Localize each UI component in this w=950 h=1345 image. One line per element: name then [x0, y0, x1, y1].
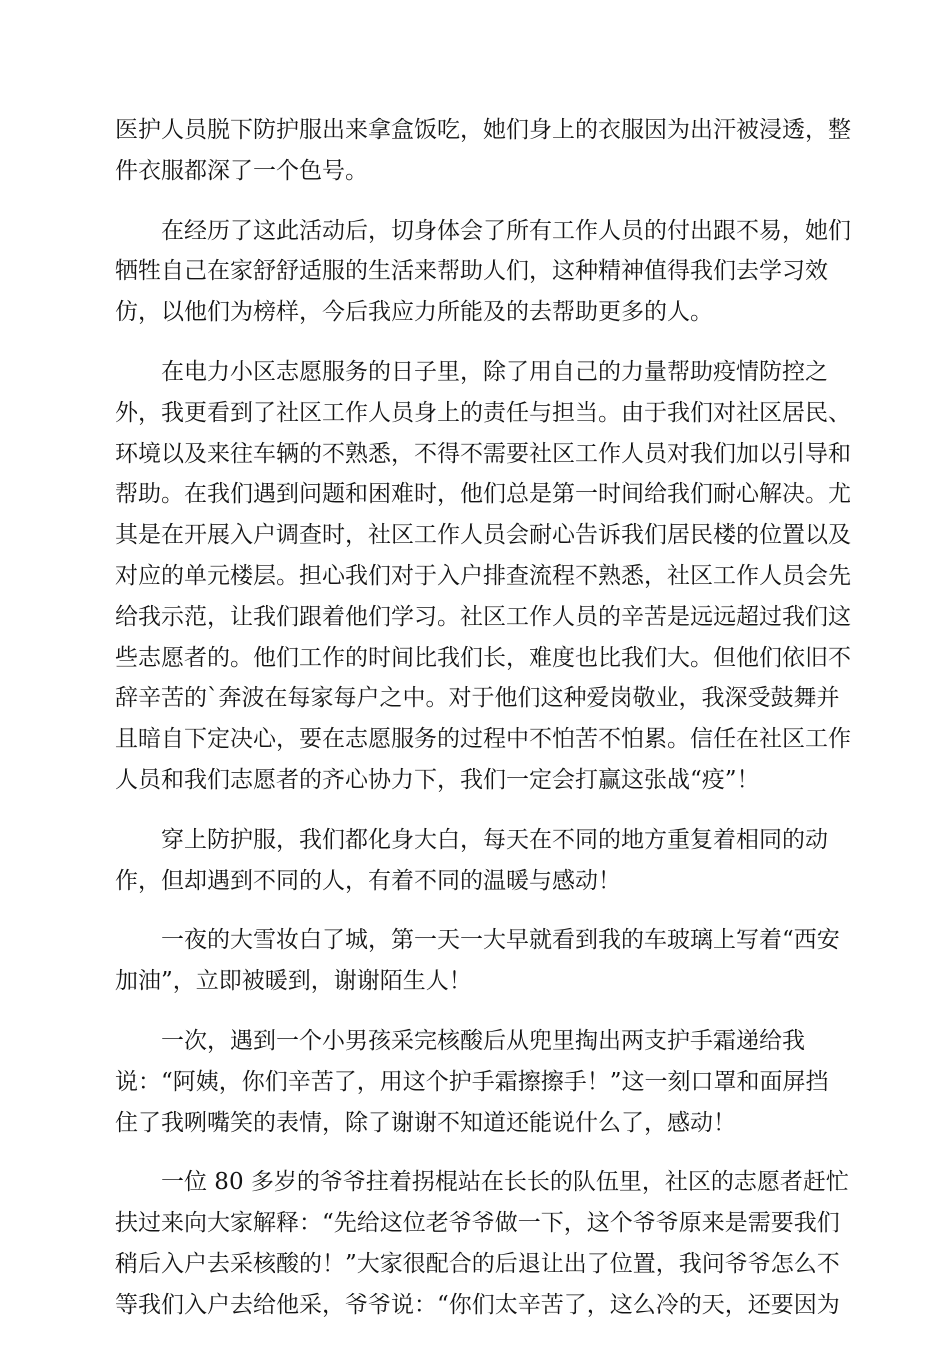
- text-line: 一位 80 多岁的爷爷拄着拐棍站在长长的队伍里，社区的志愿者赶忙: [161, 1169, 849, 1196]
- text-line: 作，但却遇到不同的人，有着不同的温暖与感动！: [115, 867, 621, 894]
- text-line: 仿，以他们为榜样，今后我应力所能及的去帮助更多的人。: [115, 299, 713, 326]
- text-line: 辞辛苦的`奔波在每家每户之中。对于他们这种爱岗敬业，我深受鼓舞并: [115, 685, 840, 712]
- text-line: 件衣服都深了一个色号。: [115, 157, 368, 184]
- text-line: 帮助。在我们遇到问题和困难时，他们总是第一时间给我们耐心解决。尤: [115, 481, 851, 508]
- paragraph-2: [115, 211, 851, 333]
- text-line: 外，我更看到了社区工作人员身上的责任与担当。由于我们对社区居民、: [115, 399, 851, 426]
- text-line: 些志愿者的。他们工作的时间比我们长，难度也比我们大。但他们依旧不: [115, 644, 851, 671]
- text-line: 给我示范，让我们跟着他们学习。社区工作人员的辛苦是远远超过我们这: [115, 603, 851, 630]
- text-line: 一次，遇到一个小男孩采完核酸后从兜里掏出两支护手霜递给我: [161, 1027, 805, 1054]
- text-line: 穿上防护服，我们都化身大白，每天在不同的地方重复着相同的动: [161, 826, 828, 853]
- text-line: 稍后入户去采核酸的！”大家很配合的后退让出了位置，我问爷爷怎么不: [115, 1250, 840, 1277]
- text-line: 其是在开展入户调查时，社区工作人员会耐心告诉我们居民楼的位置以及: [115, 522, 851, 549]
- text-line: 对应的单元楼层。担心我们对于入户排查流程不熟悉，社区工作人员会先: [115, 562, 851, 589]
- text-line: 在电力小区志愿服务的日子里，除了用自己的力量帮助疫情防控之: [161, 358, 828, 385]
- paragraph-1: [115, 110, 851, 192]
- text-line: 一夜的大雪妆白了城，第一天一大早就看到我的车玻璃上写着“西安: [161, 927, 840, 954]
- text-line: 人员和我们志愿者的齐心协力下，我们一定会打赢这张战“疫”！: [115, 766, 760, 793]
- text-line: 牺牲自己在家舒舒适服的生活来帮助人们，这种精神值得我们去学习效: [115, 258, 828, 285]
- text-line: 等我们入户去给他采，爷爷说：“你们太辛苦了，这么冷的天，还要因为: [115, 1291, 840, 1318]
- text-line: 环境以及来往车辆的不熟悉，不得不需要社区工作人员对我们加以引导和: [115, 440, 851, 467]
- text-line: 扶过来向大家解释：“先给这位老爷爷做一下，这个爷爷原来是需要我们: [115, 1210, 840, 1237]
- text-line: 医护人员脱下防护服出来拿盒饭吃，她们身上的衣服因为出汗被浸透，整: [115, 117, 851, 143]
- text-line: 在经历了这此活动后，切身体会了所有工作人员的付出跟不易，她们: [161, 217, 851, 244]
- paragraph-7: [115, 1162, 849, 1325]
- paragraph-6: [115, 1021, 835, 1143]
- paragraph-3: [115, 352, 851, 801]
- text-line: 说：“阿姨，你们辛苦了，用这个护手霜擦擦手！”这一刻口罩和面屏挡: [115, 1068, 829, 1095]
- text-line: 住了我咧嘴笑的表情，除了谢谢不知道还能说什么了，感动！: [115, 1109, 736, 1136]
- text-line: 加油”，立即被暖到，谢谢陌生人！: [115, 968, 472, 995]
- paragraph-4: [115, 820, 835, 902]
- text-line: 且暗自下定决心，要在志愿服务的过程中不怕苦不怕累。信任在社区工作: [115, 726, 851, 753]
- paragraph-5: [115, 920, 840, 1002]
- document-body: [115, 110, 851, 1345]
